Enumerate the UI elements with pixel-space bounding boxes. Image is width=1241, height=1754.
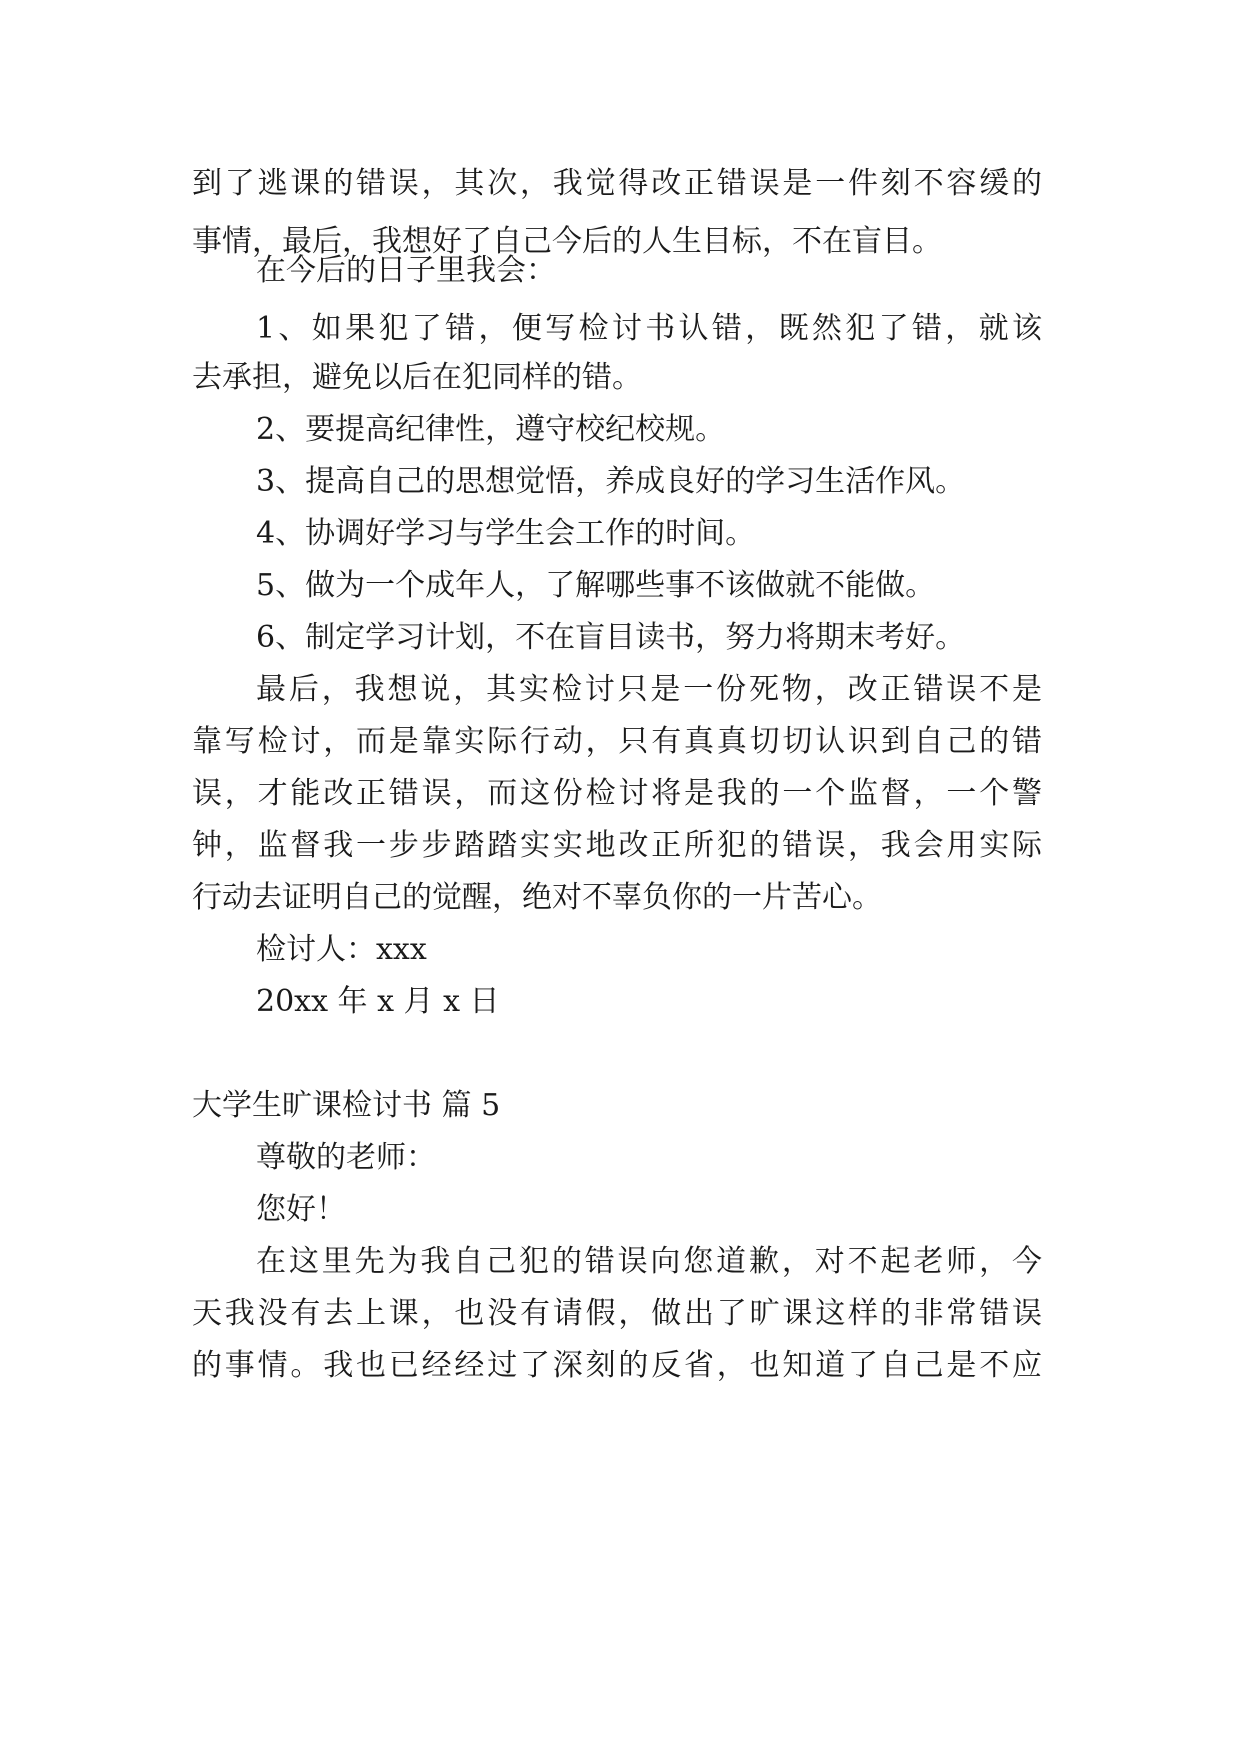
signature-line: 检讨人：xxx [256,932,427,967]
body-text-line: 靠写检讨，而是靠实际行动，只有真真切切认识到自己的错 [192,724,1042,759]
salutation: 尊敬的老师： [256,1140,436,1175]
list-item: 1、如果犯了错，便写检讨书认错，既然犯了错，就该 [256,311,1042,346]
date-line: 20xx 年 x 月 x 日 [256,984,500,1019]
list-item: 3、提高自己的思想觉悟，养成良好的学习生活作风。 [256,464,966,499]
body-text-line: 最后，我想说，其实检讨只是一份死物，改正错误不是 [256,672,1042,707]
body-text-line: 天我没有去上课，也没有请假，做出了旷课这样的非常错误 [192,1296,1042,1331]
body-text-line: 的事情。我也已经经过了深刻的反省，也知道了自己是不应 [192,1348,1042,1383]
list-item: 6、制定学习计划，不在盲目读书，努力将期末考好。 [256,620,966,655]
body-text-line: 钟，监督我一步步踏踏实实地改正所犯的错误，我会用实际 [192,828,1042,863]
list-item: 5、做为一个成年人，了解哪些事不该做就不能做。 [256,568,936,603]
body-text-line: 误，才能改正错误，而这份检讨将是我的一个监督，一个警 [192,776,1042,811]
section-heading: 大学生旷课检讨书 篇 5 [192,1088,501,1123]
body-text-line: 到了逃课的错误，其次，我觉得改正错误是一件刻不容缓的 [192,166,1042,201]
list-item: 2、要提高纪律性，遵守校纪校规。 [256,412,726,447]
body-text-line: 在这里先为我自己犯的错误向您道歉，对不起老师，今 [256,1244,1042,1279]
body-text-line: 行动去证明自己的觉醒，绝对不辜负你的一片苦心。 [192,880,882,915]
body-text-line: 去承担，避免以后在犯同样的错。 [192,360,642,395]
body-text-line: 事情，最后，我想好了自己今后的人生目标，不在盲目。 [192,224,942,259]
body-text-line: 在今后的日子里我会： [256,253,556,288]
list-item: 4、协调好学习与学生会工作的时间。 [256,516,756,551]
greeting: 您好！ [256,1192,346,1227]
